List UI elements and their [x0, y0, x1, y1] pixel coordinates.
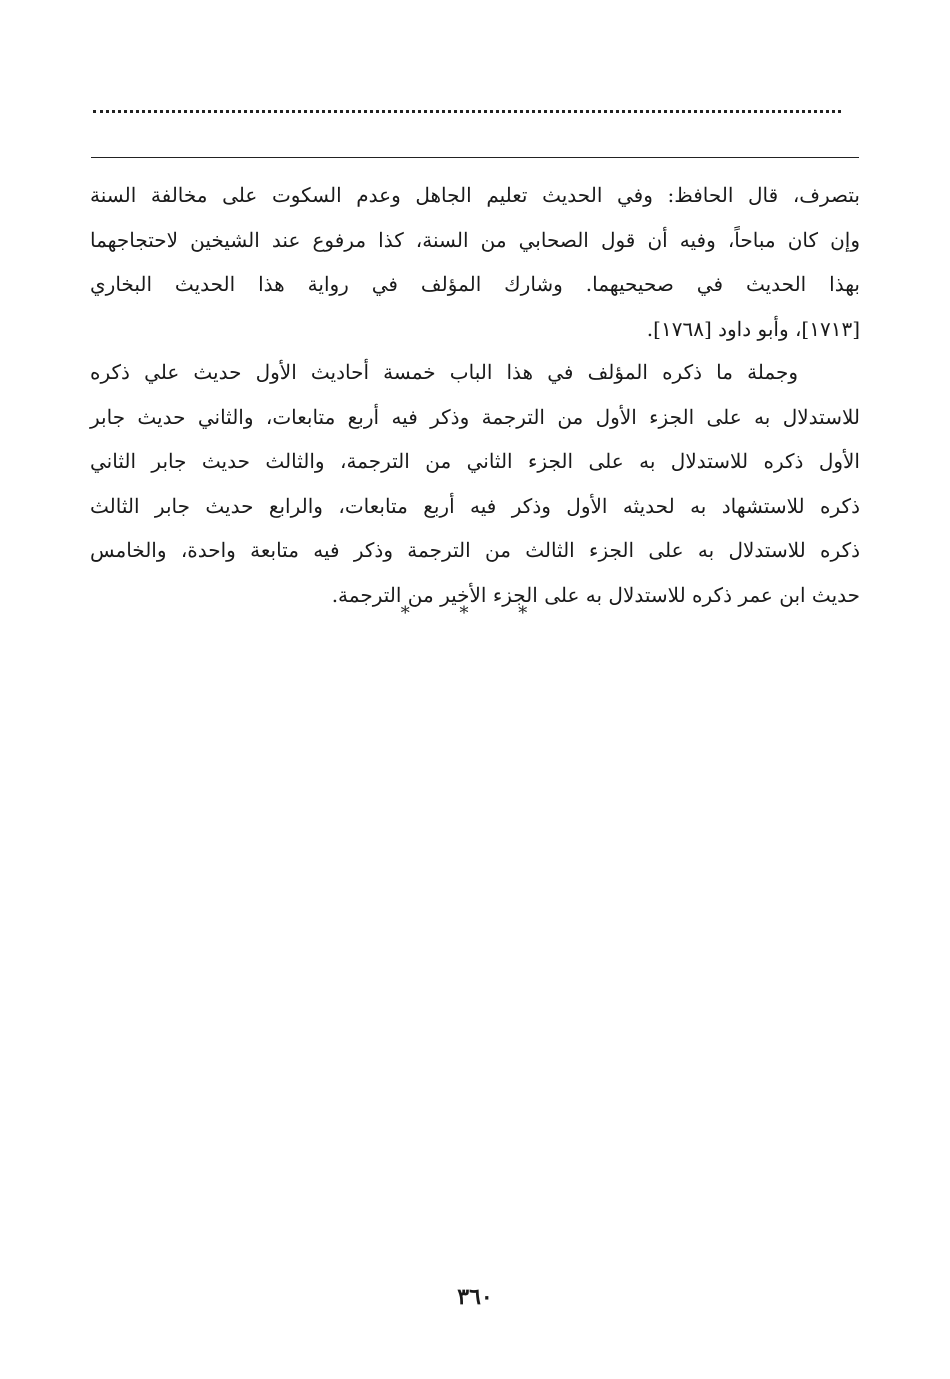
- commentary-paragraph-1: [90, 173, 860, 351]
- text-line: وإن كان مباحاً، وفيه أن قول الصحابي من السنة، كذا مرفوع عند الشيخين لاحتجاجهما: [90, 227, 860, 252]
- page-number: ٣٦٠: [457, 1284, 493, 1310]
- text-line: حديث ابن عمر ذكره للاستدلال به على الجزء الأخير من الترجمة.: [331, 582, 860, 607]
- text-line: بهذا الحديث في صحيحيهما. وشارك المؤلف في رواية هذا الحديث البخاري: [90, 272, 860, 296]
- text-line: الأول ذكره للاستدلال به على الجزء الثاني من الترجمة، والثالث حديث جابر الثاني: [90, 449, 860, 473]
- text-line: ذكره للاستشهاد به لحديثه الأول وذكر فيه أربع متابعات، والرابع حديث جابر الثالث: [90, 493, 860, 518]
- text-line: وجملة ما ذكره المؤلف في هذا الباب خمسة أحاديث الأول حديث علي ذكره: [90, 360, 798, 384]
- text-line: [١٧١٣]، وأبو داود [١٧٦٨].: [646, 316, 860, 341]
- text-line: للاستدلال به على الجزء الأول من الترجمة وذكر فيه أربع متابعات، والثاني حديث جابر: [90, 404, 860, 429]
- section-separator-stars: * * *: [400, 603, 550, 624]
- text-line: ذكره للاستدلال به على الجزء الثالث من الترجمة وذكر فيه متابعة واحدة، والخامس: [90, 538, 860, 562]
- text-line: بتصرف، قال الحافظ: وفي الحديث تعليم الجاهل وعدم السكوت على مخالفة السنة: [90, 183, 860, 207]
- footnote-separator-rule: [91, 157, 859, 158]
- commentary-paragraph-2: [90, 350, 860, 617]
- dotted-header-rule: [93, 110, 841, 113]
